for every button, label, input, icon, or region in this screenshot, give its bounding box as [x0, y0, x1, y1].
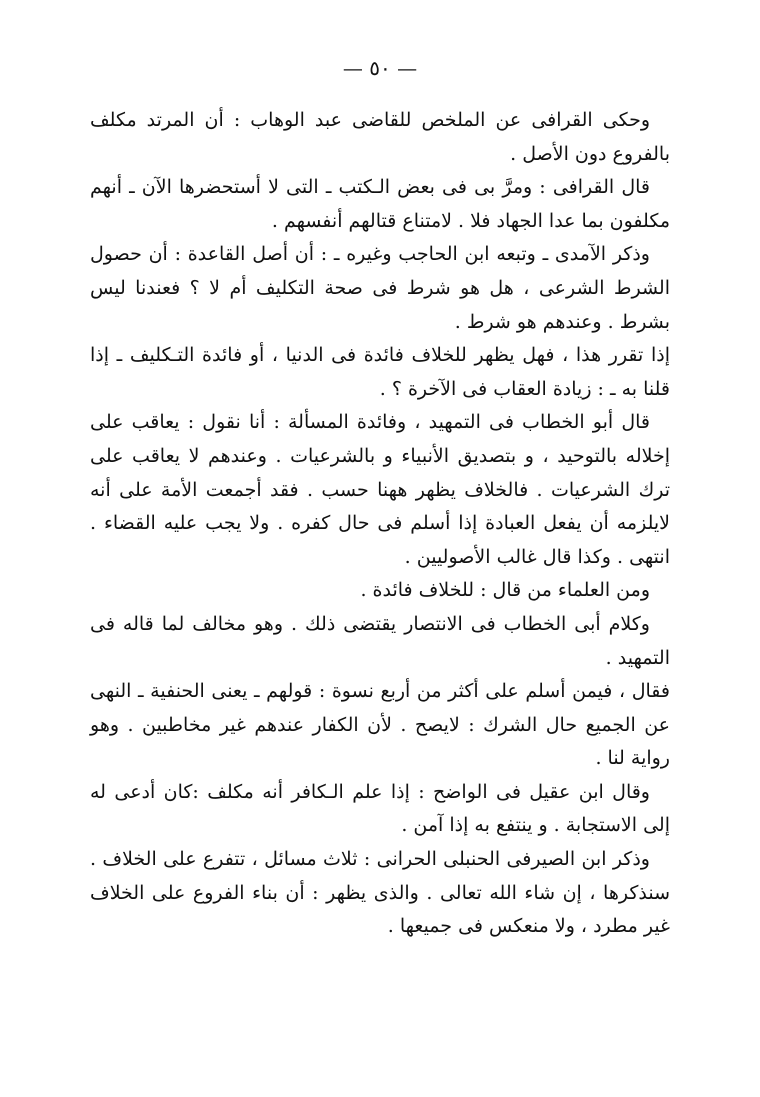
body-text: [90, 104, 670, 944]
paragraph: وكلام أبى الخطاب فى الانتصار يقتضى ذلك . وهو مخالف لما قاله فى التمهيد .: [90, 612, 670, 669]
paragraph: وحكى القرافى عن الملخص للقاضى عبد الوهاب : أن المرتد مكلف بالفروع دون الأصل .: [90, 109, 670, 165]
paragraph: قال أبو الخطاب فى التمهيد ، وفائدة المسألة : أنا نقول : يعاقب على إخلاله بالتوحيد ، و بتصديق الأنبياء و بالشرعيات . وعندهم لا يعاقب على ترك الشرعيات . فالخلاف يظهر ههنا حسب . فقد أجمعت الأمة على أنه لايلزمه أن يفعل العبادة إذا أسلم فى حال كفره . ولا يجب عليه القضاء . انتهى . وكذا قال غالب الأصوليين .: [90, 411, 670, 568]
paragraph: وقال ابن عقيل فى الواضح : إذا علم الـكافر أنه مكلف :كان أدعى له إلى الاستجابة . و ينتفع به إذا آمن .: [90, 780, 670, 837]
paragraph: ومن العلماء من قال : للخلاف فائدة .: [360, 579, 650, 602]
page-number: — ٥٠ —: [342, 56, 418, 80]
paragraph: إذا تقرر هذا ، فهل يظهر للخلاف فائدة فى الدنيا ، أو فائدة التـكليف ـ إذا قلنا به ـ : زيادة العقاب فى الآخرة ؟ .: [90, 344, 670, 400]
paragraph: وذكر ابن الصيرفى الحنبلى الحرانى : ثلاث مسائل ، تتفرع على الخلاف . سنذكرها ، إن شاء الله تعالى . والذى يظهر : أن بناء الفروع على الخلاف غير مطرد ، ولا منعكس فى جميعها .: [90, 848, 670, 938]
paragraph: قال القرافى : ومرَّ بى فى بعض الـكتب ـ التى لا أستحضرها الآن ـ أنهم مكلفون بما عدا الجهاد فلا . لامتناع قتالهم أنفسهم .: [90, 176, 670, 232]
paragraph: وذكر الآمدى ـ وتبعه ابن الحاجب وغيره ـ : أن أصل القاعدة : أن حصول الشرط الشرعى ، هل هو شرط فى صحة التكليف أم لا ؟ فعندنا ليس بشرط . وعندهم هو شرط .: [90, 243, 670, 333]
paragraph: فقال ، فيمن أسلم على أكثر من أربع نسوة : قولهم ـ يعنى الحنفية ـ النهى عن الجميع حال الشرك : لايصح . لأن الكفار عندهم غير مخاطبين . وهو رواية لنا .: [90, 680, 670, 770]
